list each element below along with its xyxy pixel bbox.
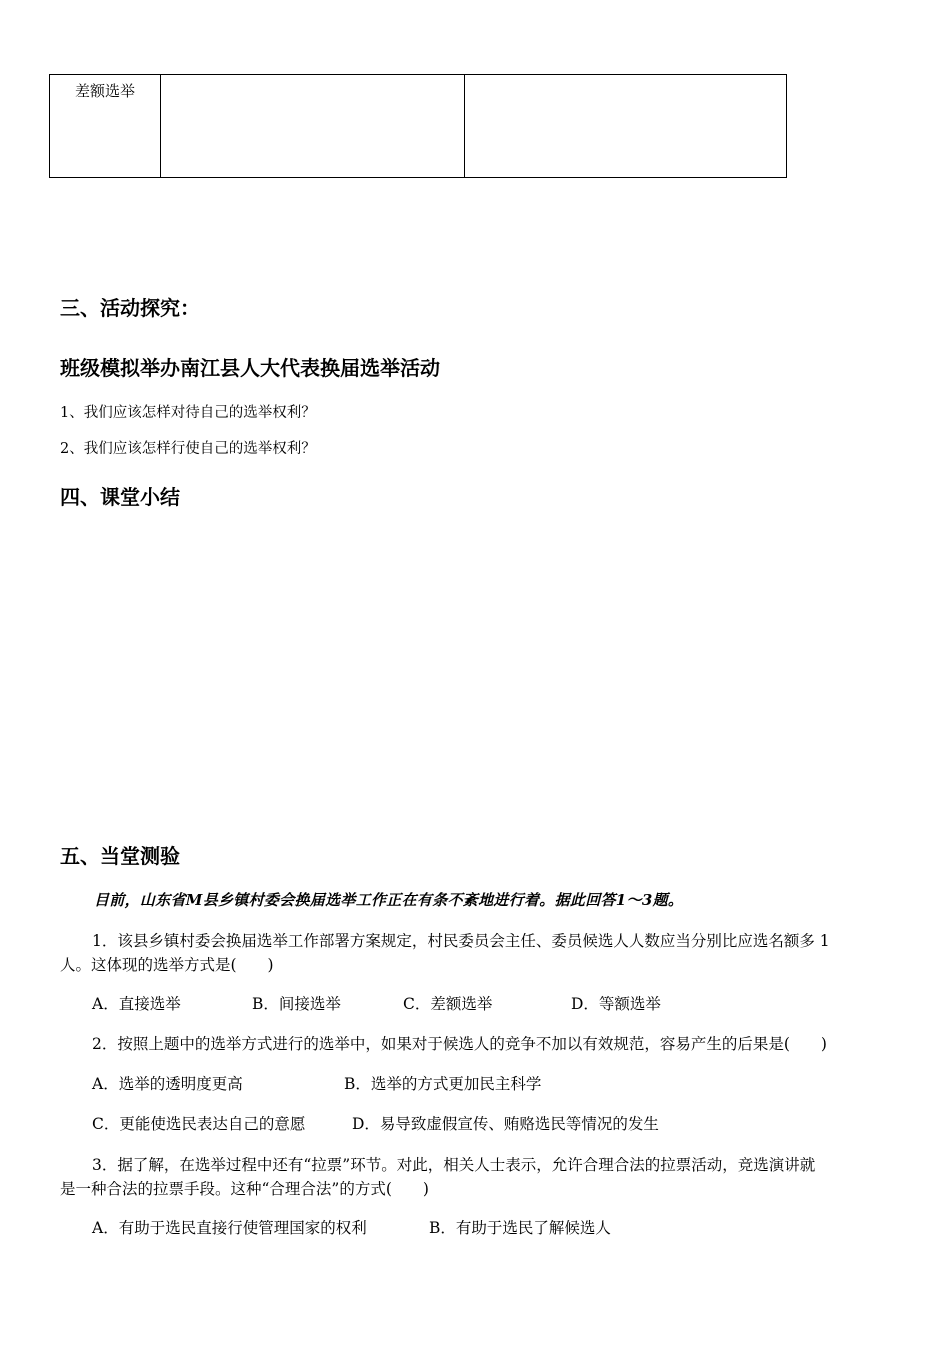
question-3-text-cont: 是一种合法的拉票手段。这种“合理合法”的方式( ) [60, 1180, 429, 1198]
q2-option-c: C．更能使选民表达自己的意愿 [92, 1115, 306, 1133]
quiz-intro: 目前，山东省M县乡镇村委会换届选举工作正在有条不紊地进行着。据此回答1～3题。 [94, 891, 684, 909]
question-3-text: 3．据了解，在选举过程中还有“拉票”环节。对此，相关人士表示，允许合理合法的拉票活动，竞选演讲就 [92, 1156, 816, 1174]
question-1-text-cont: 人。这体现的选举方式是( ) [60, 956, 274, 974]
question-2-text: 2．按照上题中的选举方式进行的选举中，如果对于候选人的竞争不加以有效规范，容易产生的后果是( ) [92, 1035, 827, 1053]
section-heading-activity: 三、活动探究： [60, 296, 200, 320]
q3-option-b: B．有助于选民了解候选人 [429, 1219, 611, 1237]
activity-question: 1、我们应该怎样对待自己的选举权利？ [60, 405, 316, 421]
q2-option-b: B．选举的方式更加民主科学 [344, 1075, 542, 1093]
q1-option-d: D．等额选举 [571, 995, 661, 1013]
q1-option-c: C．差额选举 [403, 995, 493, 1013]
table-cell [161, 75, 465, 178]
table-cell [465, 75, 787, 178]
q2-option-a: A．选举的透明度更高 [92, 1075, 243, 1093]
section-heading-quiz: 五、当堂测验 [60, 844, 180, 868]
table-row [50, 75, 787, 178]
question-1-text: 1．该县乡镇村委会换届选举工作部署方案规定，村民委员会主任、委员候选人人数应当分别比应选名额多 1 [92, 932, 830, 950]
activity-question: 2、我们应该怎样行使自己的选举权利？ [60, 441, 316, 457]
q1-option-b: B．间接选举 [252, 995, 341, 1013]
election-table [49, 74, 787, 178]
q1-option-a: A．直接选举 [92, 995, 181, 1013]
table-row-label: 差额选举 [50, 75, 161, 178]
activity-subheading: 班级模拟举办南江县人大代表换届选举活动 [60, 356, 440, 380]
section-heading-summary: 四、课堂小结 [60, 485, 180, 509]
q3-option-a: A．有助于选民直接行使管理国家的权利 [92, 1219, 367, 1237]
q2-option-d: D．易导致虚假宣传、贿赂选民等情况的发生 [352, 1115, 659, 1133]
